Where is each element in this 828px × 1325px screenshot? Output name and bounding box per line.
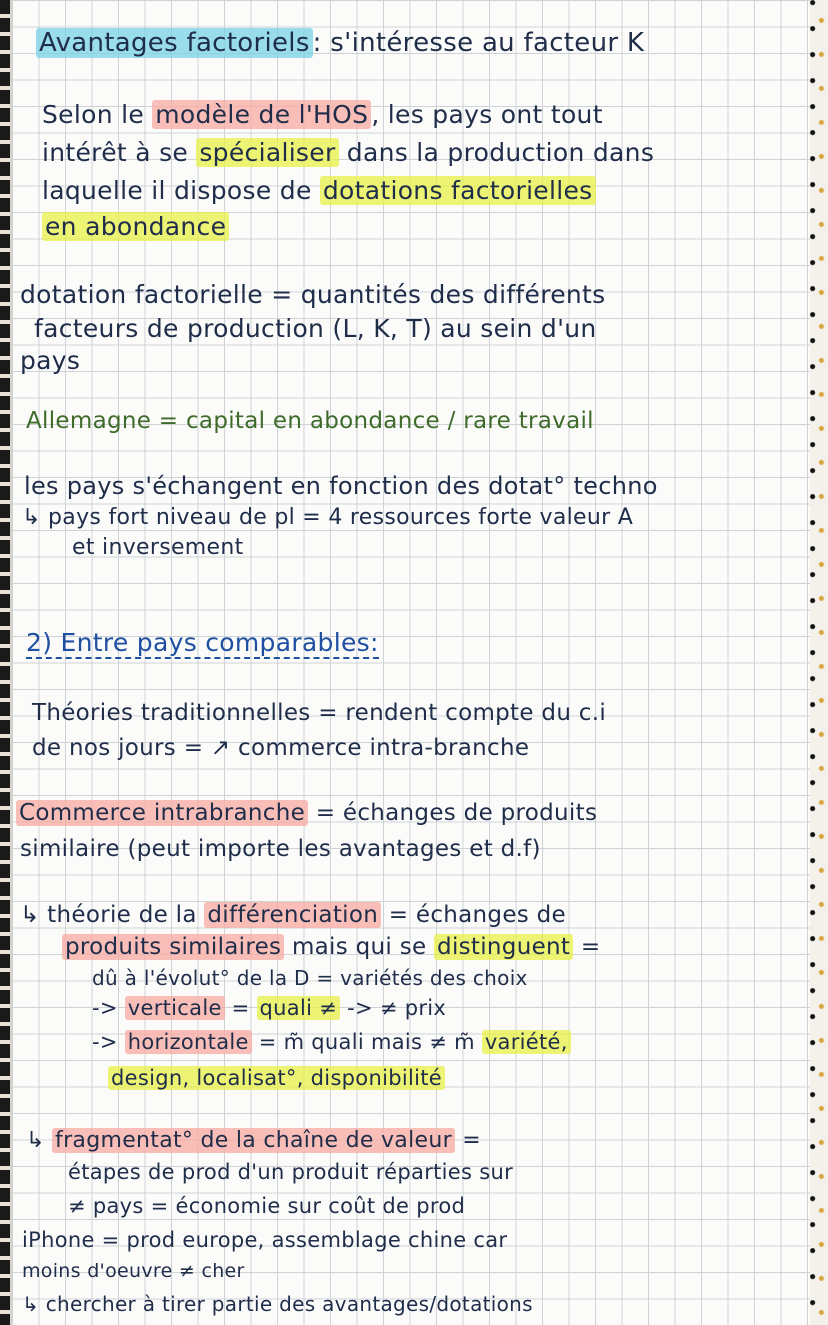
diff-line4 xyxy=(92,996,446,1020)
text: -> xyxy=(92,996,125,1020)
def-line2: facteurs de production (L, K, T) au sein d'un xyxy=(34,314,597,343)
abondance-highlight: en abondance xyxy=(42,212,229,241)
p1-line2 xyxy=(42,138,654,167)
text: intérêt à se xyxy=(42,138,197,167)
frag-line1 xyxy=(26,1128,481,1153)
text: -> xyxy=(92,1030,125,1054)
theories-line2: de nos jours = ↗ commerce intra-branche xyxy=(32,735,530,761)
quali-highlight: quali ≠ xyxy=(257,996,341,1020)
specialiser-highlight: spécialiser xyxy=(196,138,338,167)
text: ↳ théorie de la xyxy=(20,902,205,928)
text: ↳ xyxy=(26,1128,53,1153)
section1-heading xyxy=(36,28,644,58)
produits-similaires-highlight: produits similaires xyxy=(62,934,284,960)
text: , les pays ont tout xyxy=(371,100,603,129)
intrabranche-highlight: Commerce intrabranche xyxy=(16,800,308,826)
p2-line1: les pays s'échangent en fonction des dotat° techno xyxy=(24,472,658,500)
heading-rest: : s'intéresse au facteur K xyxy=(312,28,645,58)
diff-line6 xyxy=(108,1066,445,1090)
theories-line1: Théories traditionnelles = rendent compte du c.i xyxy=(32,700,607,726)
section2-heading xyxy=(26,628,379,657)
variete-highlight: variété, xyxy=(482,1030,571,1054)
p2-line2: ↳ pays fort niveau de pl = 4 ressources forte valeur A xyxy=(22,505,634,530)
p1-line1 xyxy=(42,100,603,129)
distinguent-highlight: distinguent xyxy=(434,934,573,960)
def-line1: dotation factorielle = quantités des différents xyxy=(20,280,606,309)
diff-line5 xyxy=(92,1030,571,1054)
hos-highlight: modèle de l'HOS xyxy=(152,100,371,129)
text: = xyxy=(454,1128,481,1153)
intrabranche-line2: similaire (peut importe les avantages et d.f) xyxy=(20,836,541,862)
frag-line4: iPhone = prod europe, assemblage chine car xyxy=(22,1228,508,1252)
text: = xyxy=(224,996,257,1020)
text: Selon le xyxy=(42,100,153,129)
dotations-highlight: dotations factorielles xyxy=(320,176,596,205)
notebook-page xyxy=(10,0,810,1325)
section2-heading-text: 2) Entre pays comparables: xyxy=(26,628,379,657)
horizontale-highlight: horizontale xyxy=(125,1030,252,1054)
p1-line4 xyxy=(42,212,229,241)
def-line3: pays xyxy=(20,346,81,375)
text: laquelle il dispose de xyxy=(42,176,320,205)
text: mais qui se xyxy=(284,934,435,960)
heading-highlight: Avantages factoriels xyxy=(36,28,313,58)
frag-line5: moins d'oeuvre ≠ cher xyxy=(22,1260,245,1282)
design-highlight: design, localisat°, disponibilité xyxy=(108,1066,445,1090)
text: dans la production dans xyxy=(338,138,655,167)
p1-line3 xyxy=(42,176,596,205)
differenciation-highlight: différenciation xyxy=(204,902,381,928)
verticale-highlight: verticale xyxy=(125,996,225,1020)
frag-line3: ≠ pays = économie sur coût de prod xyxy=(68,1194,466,1218)
p2-line3: et inversement xyxy=(72,535,244,560)
text: = échanges de xyxy=(381,902,567,928)
frag-line2: étapes de prod d'un produit réparties sur xyxy=(68,1160,514,1184)
example-germany: Allemagne = capital en abondance / rare travail xyxy=(26,408,594,434)
diff-line1 xyxy=(20,902,566,928)
diff-line2 xyxy=(62,934,600,960)
text: = xyxy=(573,934,601,960)
text: = échanges de produits xyxy=(308,800,598,826)
diff-line3: dû à l'évolut° de la D = variétés des choix xyxy=(92,966,528,990)
intrabranche-line1 xyxy=(16,800,597,826)
text: -> ≠ prix xyxy=(340,996,447,1020)
fragmentation-highlight: fragmentat° de la chaîne de valeur xyxy=(52,1128,455,1153)
frag-line6: ↳ chercher à tirer partie des avantages/dotations xyxy=(22,1292,533,1316)
text: = m̃ quali mais ≠ m̃ xyxy=(251,1030,482,1054)
